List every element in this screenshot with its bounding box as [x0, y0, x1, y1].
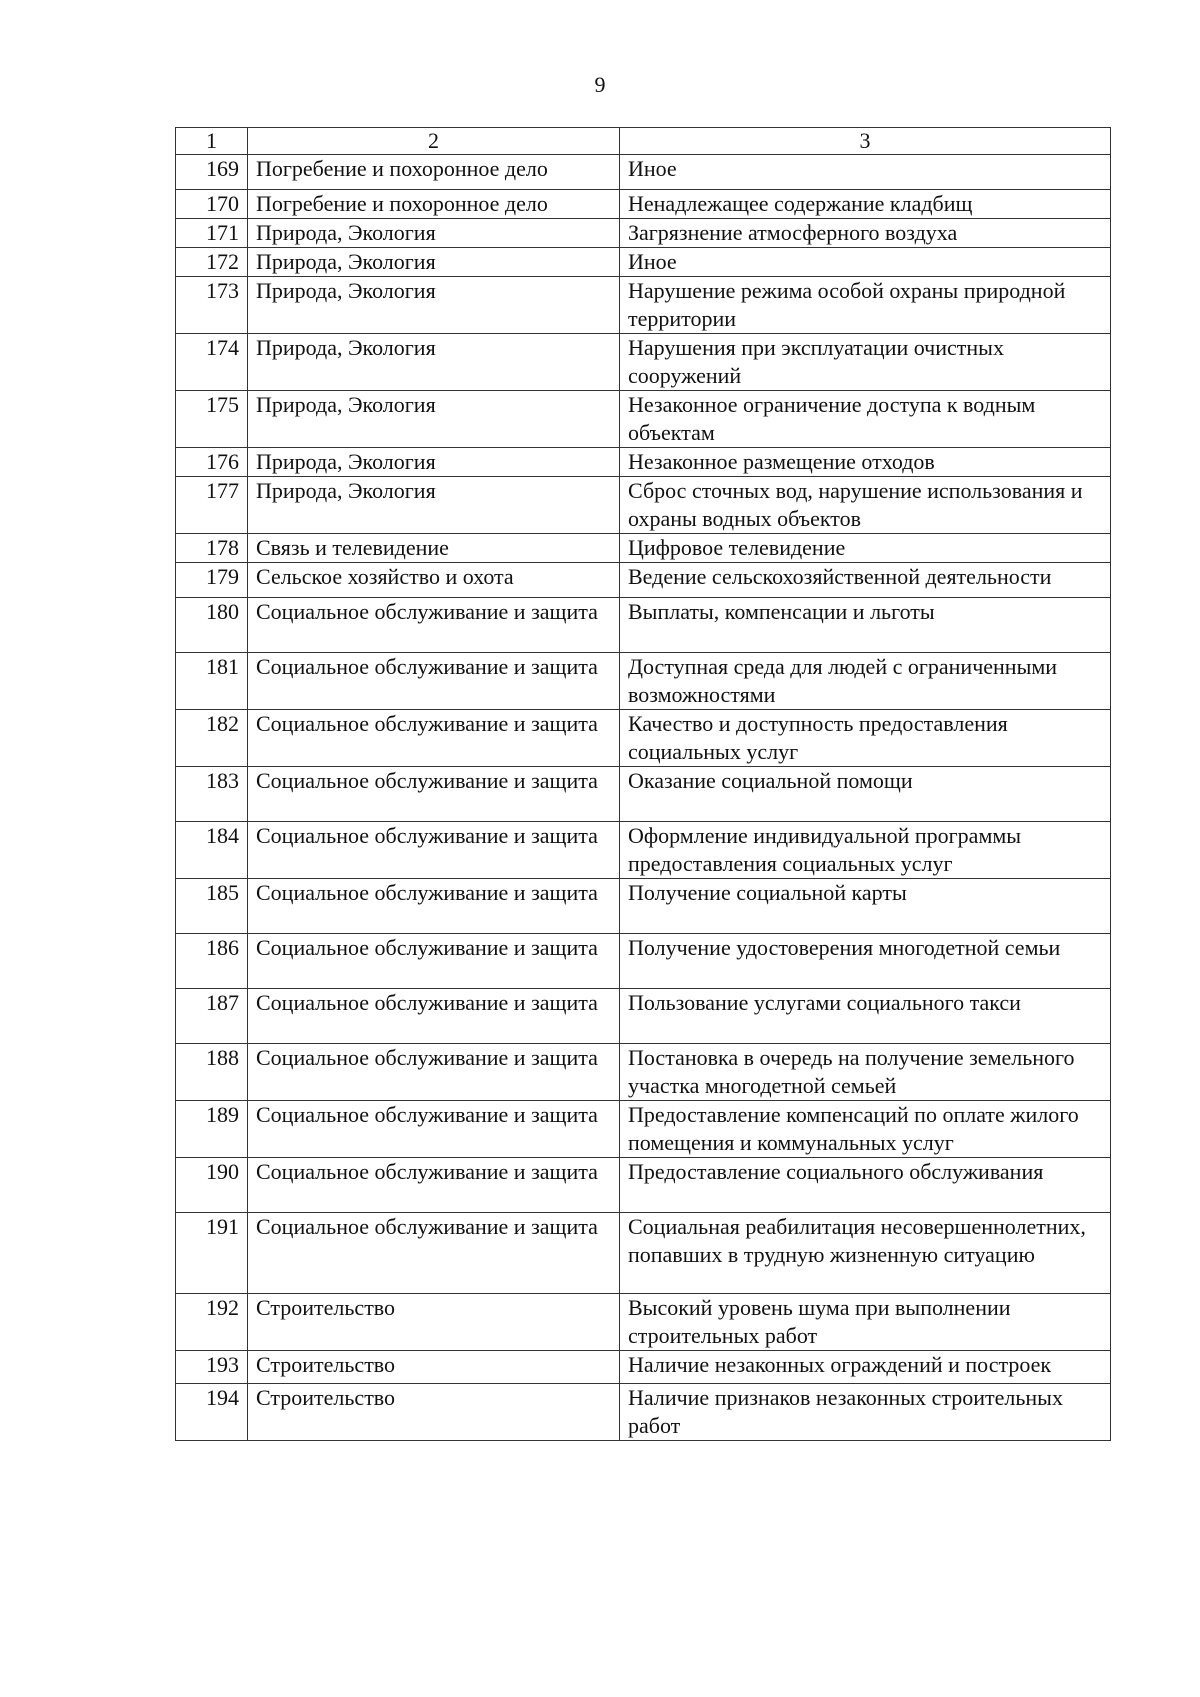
row-topic: Наличие признаков незаконных строительных работ [620, 1384, 1111, 1441]
table-header-row [176, 128, 1111, 155]
row-category: Погребение и похоронное дело [248, 190, 620, 219]
row-topic: Ненадлежащее содержание кладбищ [620, 190, 1111, 219]
row-number: 178 [176, 534, 248, 563]
row-category: Социальное обслуживание и защита [248, 822, 620, 879]
row-category: Социальное обслуживание и защита [248, 767, 620, 822]
table-row [176, 391, 1111, 448]
row-topic: Иное [620, 248, 1111, 277]
row-number: 180 [176, 598, 248, 653]
table-row [176, 334, 1111, 391]
row-number: 190 [176, 1158, 248, 1213]
table-row [176, 563, 1111, 598]
row-number: 189 [176, 1101, 248, 1158]
row-topic: Доступная среда для людей с ограниченными возможностями [620, 653, 1111, 710]
row-category: Строительство [248, 1294, 620, 1351]
header-col-topic: 3 [620, 128, 1111, 155]
table-row [176, 1101, 1111, 1158]
table-row [176, 190, 1111, 219]
row-category: Природа, Экология [248, 448, 620, 477]
table-row [176, 1044, 1111, 1101]
row-category: Социальное обслуживание и защита [248, 879, 620, 934]
header-col-number: 1 [176, 128, 248, 155]
row-topic: Оказание социальной помощи [620, 767, 1111, 822]
row-category: Социальное обслуживание и защита [248, 1044, 620, 1101]
table-row [176, 477, 1111, 534]
row-number: 169 [176, 155, 248, 190]
table-row [176, 155, 1111, 190]
row-topic: Пользование услугами социального такси [620, 989, 1111, 1044]
row-category: Социальное обслуживание и защита [248, 710, 620, 767]
row-number: 173 [176, 277, 248, 334]
row-category: Социальное обслуживание и защита [248, 989, 620, 1044]
row-topic: Предоставление социального обслуживания [620, 1158, 1111, 1213]
row-topic: Иное [620, 155, 1111, 190]
table-row [176, 1351, 1111, 1384]
row-number: 182 [176, 710, 248, 767]
row-topic: Незаконное ограничение доступа к водным объектам [620, 391, 1111, 448]
row-number: 174 [176, 334, 248, 391]
row-number: 170 [176, 190, 248, 219]
row-topic: Качество и доступность предоставления социальных услуг [620, 710, 1111, 767]
row-number: 181 [176, 653, 248, 710]
row-number: 183 [176, 767, 248, 822]
table-row [176, 822, 1111, 879]
table-row [176, 710, 1111, 767]
row-number: 185 [176, 879, 248, 934]
row-category: Социальное обслуживание и защита [248, 1213, 620, 1294]
table-row [176, 277, 1111, 334]
row-number: 193 [176, 1351, 248, 1384]
row-topic: Сброс сточных вод, нарушение использования и охраны водных объектов [620, 477, 1111, 534]
row-number: 191 [176, 1213, 248, 1294]
row-topic: Наличие незаконных ограждений и построек [620, 1351, 1111, 1384]
row-category: Природа, Экология [248, 477, 620, 534]
page-number: 9 [594, 72, 606, 97]
row-category: Природа, Экология [248, 277, 620, 334]
row-topic: Загрязнение атмосферного воздуха [620, 219, 1111, 248]
table-row [176, 598, 1111, 653]
row-category: Природа, Экология [248, 219, 620, 248]
table-row [176, 534, 1111, 563]
table-row [176, 989, 1111, 1044]
row-topic: Предоставление компенсаций по оплате жилого помещения и коммунальных услуг [620, 1101, 1111, 1158]
table-row [176, 1213, 1111, 1294]
row-category: Социальное обслуживание и защита [248, 934, 620, 989]
table-row [176, 248, 1111, 277]
row-number: 179 [176, 563, 248, 598]
row-category: Природа, Экология [248, 391, 620, 448]
row-category: Социальное обслуживание и защита [248, 1158, 620, 1213]
row-category: Социальное обслуживание и защита [248, 598, 620, 653]
row-category: Строительство [248, 1384, 620, 1441]
row-category: Социальное обслуживание и защита [248, 653, 620, 710]
row-number: 172 [176, 248, 248, 277]
row-number: 184 [176, 822, 248, 879]
row-category: Погребение и похоронное дело [248, 155, 620, 190]
row-category: Природа, Экология [248, 248, 620, 277]
row-category: Строительство [248, 1351, 620, 1384]
table-row [176, 934, 1111, 989]
row-number: 176 [176, 448, 248, 477]
row-number: 194 [176, 1384, 248, 1441]
row-number: 188 [176, 1044, 248, 1101]
row-topic: Социальная реабилитация несовершеннолетних, попавших в трудную жизненную ситуацию [620, 1213, 1111, 1294]
row-category: Сельское хозяйство и охота [248, 563, 620, 598]
row-topic: Получение социальной карты [620, 879, 1111, 934]
table-row [176, 879, 1111, 934]
row-topic: Выплаты, компенсации и льготы [620, 598, 1111, 653]
row-topic: Незаконное размещение отходов [620, 448, 1111, 477]
row-topic: Получение удостоверения многодетной семьи [620, 934, 1111, 989]
table-row [176, 1384, 1111, 1441]
row-topic: Нарушение режима особой охраны природной территории [620, 277, 1111, 334]
table-row [176, 653, 1111, 710]
row-topic: Высокий уровень шума при выполнении строительных работ [620, 1294, 1111, 1351]
row-topic: Нарушения при эксплуатации очистных сооружений [620, 334, 1111, 391]
table-row [176, 1158, 1111, 1213]
table-row [176, 1294, 1111, 1351]
row-number: 177 [176, 477, 248, 534]
row-topic: Постановка в очередь на получение земельного участка многодетной семьей [620, 1044, 1111, 1101]
row-number: 192 [176, 1294, 248, 1351]
row-category: Социальное обслуживание и защита [248, 1101, 620, 1158]
category-table [175, 127, 1111, 1441]
row-number: 186 [176, 934, 248, 989]
row-number: 187 [176, 989, 248, 1044]
header-col-category: 2 [248, 128, 620, 155]
row-topic: Цифровое телевидение [620, 534, 1111, 563]
row-topic: Оформление индивидуальной программы предоставления социальных услуг [620, 822, 1111, 879]
row-number: 175 [176, 391, 248, 448]
table-row [176, 448, 1111, 477]
row-number: 171 [176, 219, 248, 248]
table-row [176, 767, 1111, 822]
row-category: Связь и телевидение [248, 534, 620, 563]
table-row [176, 219, 1111, 248]
row-category: Природа, Экология [248, 334, 620, 391]
row-topic: Ведение сельскохозяйственной деятельности [620, 563, 1111, 598]
